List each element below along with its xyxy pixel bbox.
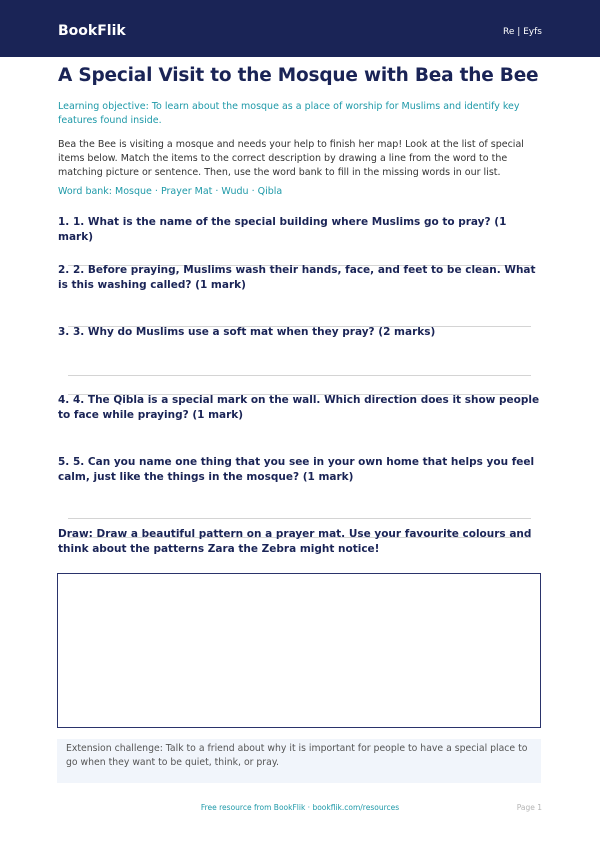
header-subject-tag: Re | Eyfs	[502, 27, 542, 37]
answer-line-5a[interactable]	[68, 518, 531, 519]
question-5: 5. 5. Can you name one thing that you see in your own home that helps you feel calm, just like the things in the mosque? (1 mark)	[58, 456, 535, 483]
answer-line-3a[interactable]	[68, 375, 531, 376]
question-3: 3. 3. Why do Muslims use a soft mat when they pray? (2 marks)	[58, 326, 436, 338]
question-2: 2. 2. Before praying, Muslims wash their hands, face, and feet to be clean. What is this washing called? (1 mark)	[58, 264, 536, 291]
intro-text: Bea the Bee is visiting a mosque and needs your help to finish her map! Look at the list of special items below. Match the items to the correct description by drawing a line from the word to the matching picture or sentence. Then, use the word bank to fill in the missing words in our list.	[58, 139, 524, 178]
question-1: 1. 1. What is the name of the special building where Muslims go to pray? (1 mark)	[58, 216, 507, 243]
question-4: 4. 4. The Qibla is a special mark on the wall. Which direction does it show people to face while praying? (1 mark)	[58, 394, 540, 421]
footer-resource-link[interactable]: Free resource from BookFlik · bookflik.com/resources	[200, 803, 400, 812]
draw-prompt: Draw: Draw a beautiful pattern on a prayer mat. Use your favourite colours and think about the patterns Zara the Zebra might notice!	[58, 528, 532, 555]
extension-challenge: Extension challenge: Talk to a friend about why it is important for people to have a special place to go when they want to be quiet, think, or pray.	[57, 739, 541, 783]
drawing-area[interactable]	[57, 573, 541, 728]
learning-objective: Learning objective: To learn about the mosque as a place of worship for Muslims and identify key features found inside.	[58, 101, 520, 126]
page-number: Page 1	[516, 803, 542, 812]
word-bank: Word bank: Mosque · Prayer Mat · Wudu · Qibla	[58, 186, 283, 197]
worksheet-title: A Special Visit to the Mosque with Bea the Bee	[58, 65, 539, 86]
header-bar	[0, 0, 600, 57]
brand-logo[interactable]: BookFlik	[58, 23, 126, 39]
